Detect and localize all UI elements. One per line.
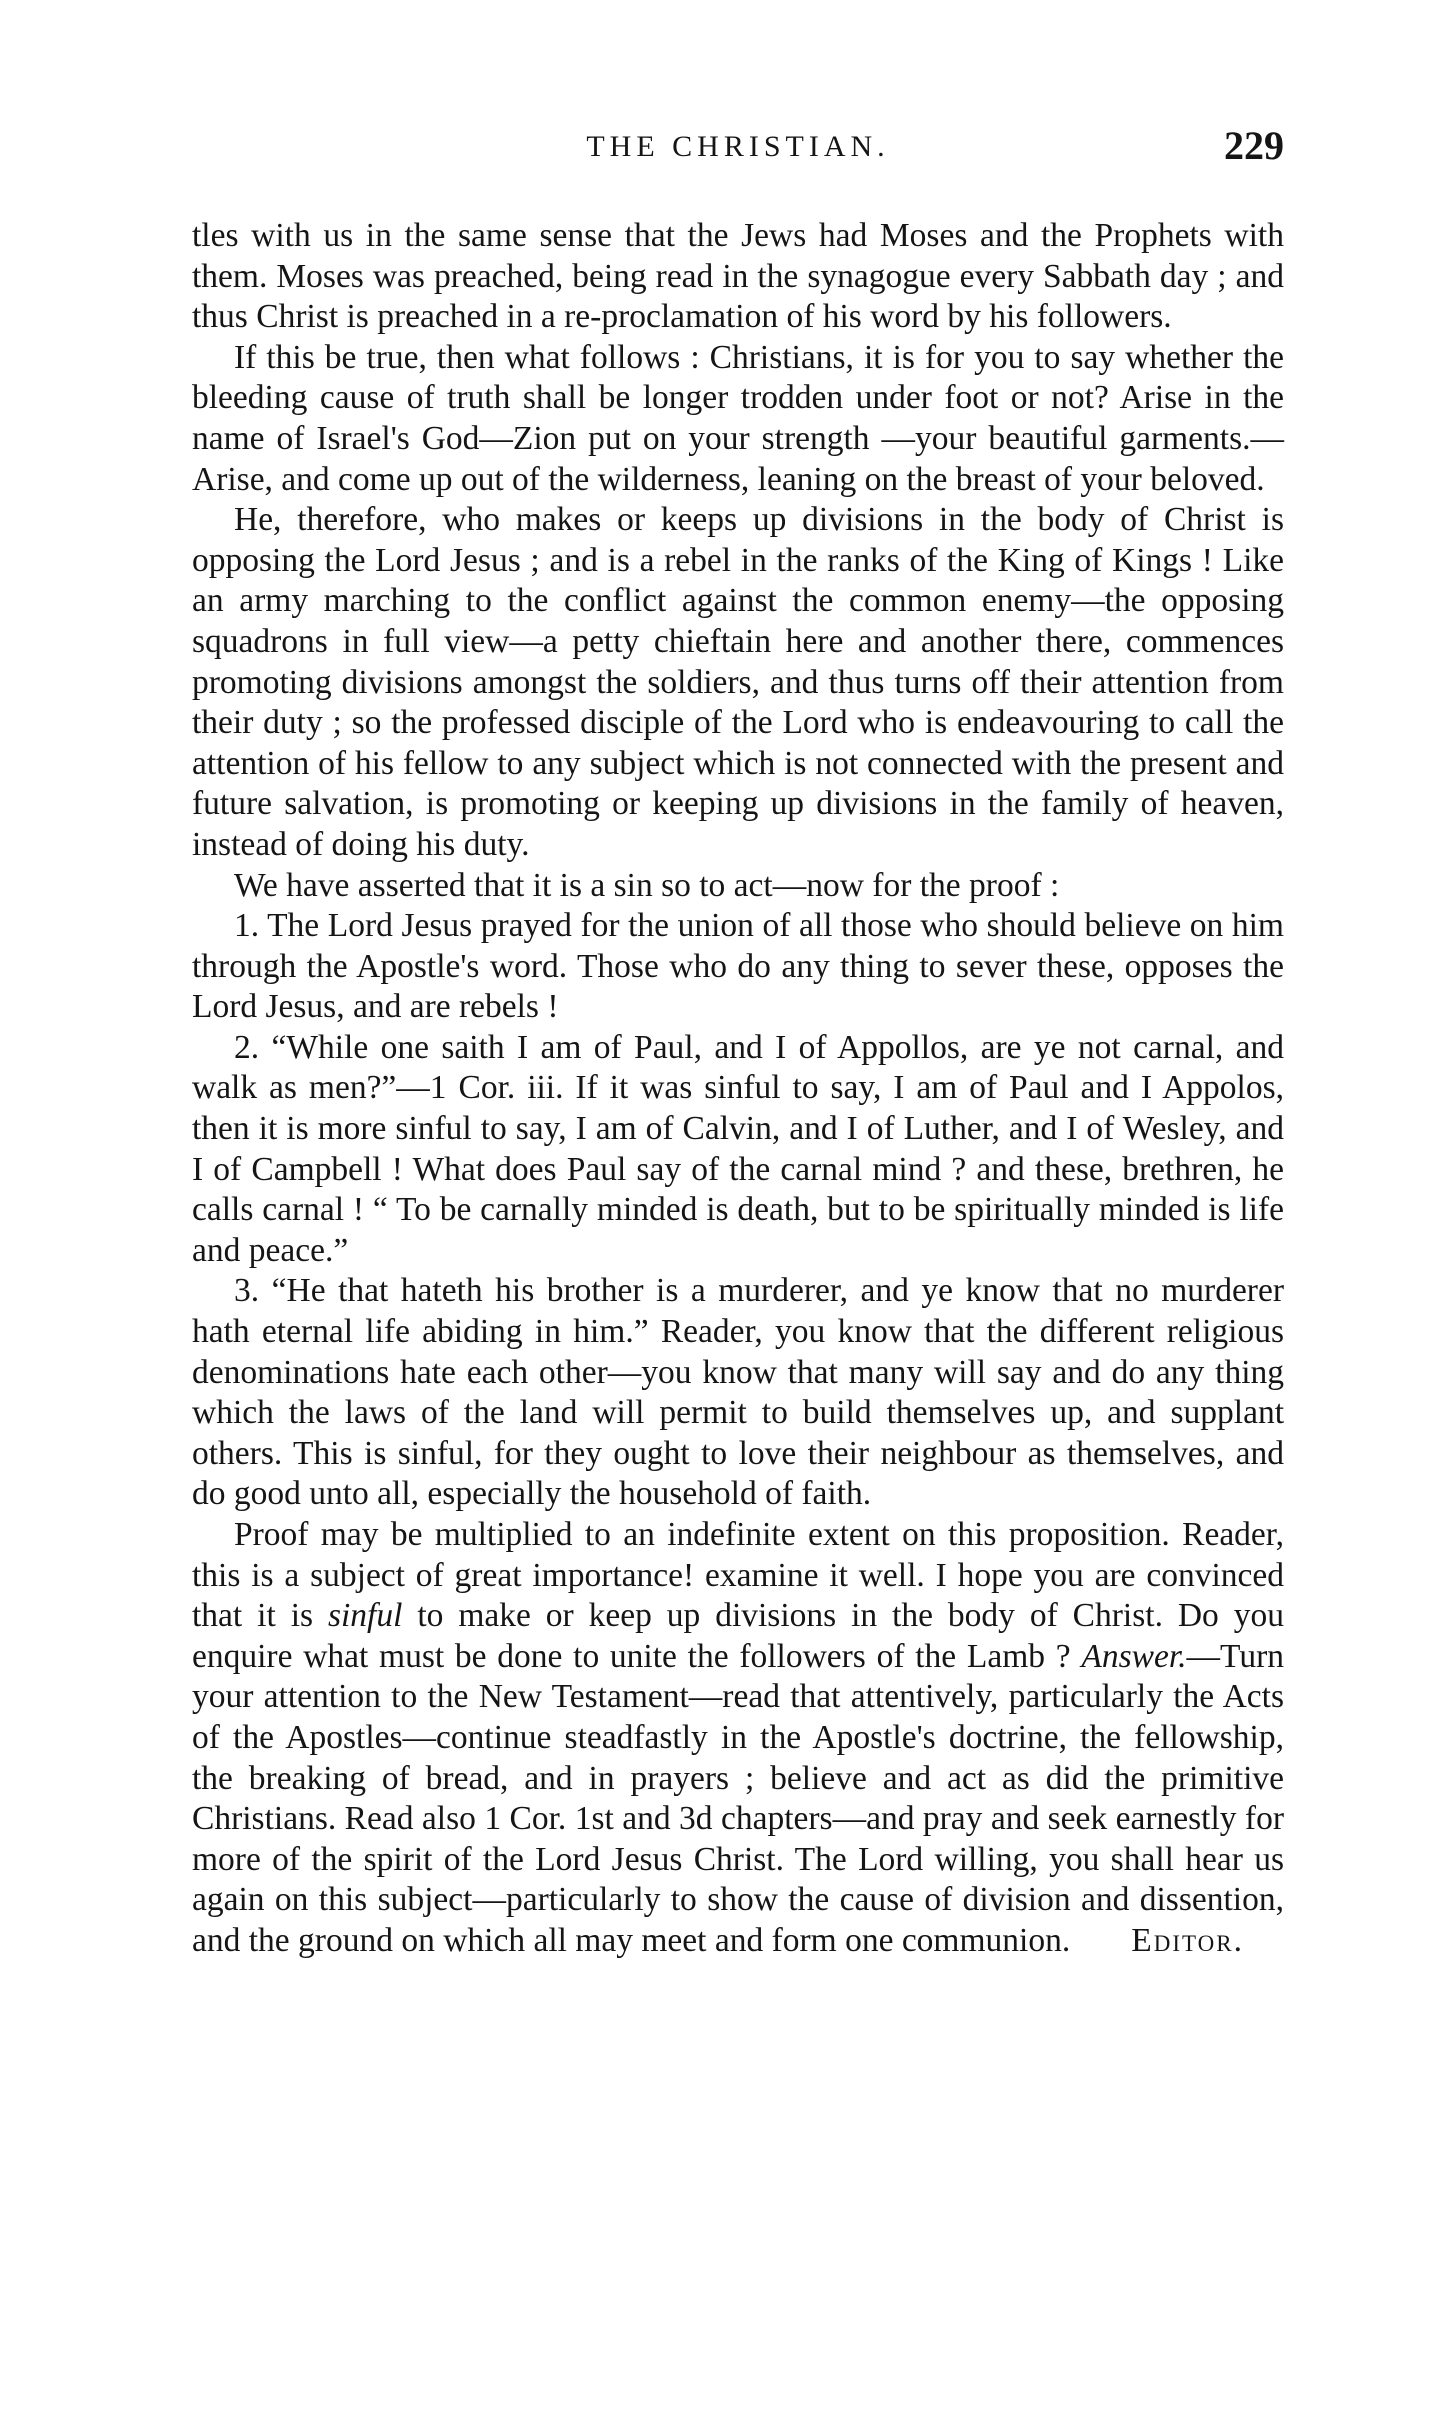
paragraph: We have asserted that it is a sin so to act—now for the proof : [234,866,1060,904]
numbered-point-3: 3. “He that hateth his brother is a murderer, and ye know that no murderer hath eternal life abiding in him.” Reader, you know that the different religious denominations hate each other—you know that many will say and do any thing which the laws of the land will permit to build themselves up, and supplant others. This is sinful, for they ought to love their neighbour as themselves, and do good unto all, especially the household of faith. [192,1272,1284,1513]
closing-paragraph [192,1515,1284,1962]
running-title: THE CHRISTIAN. [586,130,890,163]
numbered-point-1: 1. The Lord Jesus prayed for the union of all those who should believe on him through the Apostle's word. Those who do any thing to sever these, opposes the Lord Jesus, and are rebels ! [192,907,1284,1026]
page-number: 229 [1224,123,1284,168]
emphasis-answer: Answer. [1081,1637,1187,1675]
paragraph: If this be true, then what follows : Christians, it is for you to say whether the bleeding cause of truth shall be longer trodden under foot or not? Arise in the name of Israel's God—Zion put on your strength —your beautiful garments.—Arise, and come up out of the wilderness, leaning on the breast of your beloved. [192,338,1284,498]
editor-signature: Editor. [1131,1921,1244,1959]
paragraph-continued: tles with us in the same sense that the Jews had Moses and the Prophets with them. Moses was preached, being read in the synagogue every Sabbath day ; and thus Christ is preached in a re-proclamation of his word by his followers. [192,217,1284,336]
emphasis-sinful: sinful [327,1597,403,1635]
numbered-point-2: 2. “While one saith I am of Paul, and I of Appollos, are ye not carnal, and walk as men?”—1 Cor. iii. If it was sinful to say, I am of Paul and I Appolos, then it is more sinful to say, I am of Calvin, and I of Luther, and I of Wesley, and I of Campbell ! What does Paul say of the carnal mind ? and these, brethren, he calls carnal ! “ To be carnally minded is death, but to be spiritually minded is life and peace.” [192,1028,1284,1269]
closing-text-part: to make or keep up divisions in the body of Christ. Do you enquire what must be done to unite the followers of the Lamb ? [192,1597,1284,1675]
closing-text-part: Proof may be multiplied to an indefinite extent on this proposition. Reader, this is a subject of great importance! examine it well. I hope you are convinced that it is [192,1516,1284,1635]
closing-text-part: —Turn your attention to the New Testament—read that attentively, particularly the Acts of the Apostles—continue steadfastly in the Apostle's doctrine, the fellowship, the breaking of bread, and in prayers ; believe and act as did the primitive Christians. Read also 1 Cor. 1st and 3d chapters—and pray and seek earnestly for more of the spirit of the Lord Jesus Christ. The Lord willing, you shall hear us again on this subject—particularly to show the cause of division and dissention, and the ground on which all may meet and form one communion. [192,1637,1284,1959]
body-text [192,216,1284,1962]
paragraph: He, therefore, who makes or keeps up divisions in the body of Christ is opposing the Lord Jesus ; and is a rebel in the ranks of the King of Kings ! Like an army marching to the conflict against the common enemy—the opposing squadrons in full view—a petty chieftain here and another there, commences promoting divisions amongst the soldiers, and thus turns off their attention from their duty ; so the professed disciple of the Lord who is endeavouring to call the attention of his fellow to any subject which is not connected with the present and future salvation, is promoting or keeping up divisions in the family of heaven, instead of doing his duty. [192,501,1284,863]
page [192,123,1284,1962]
running-head [192,123,1284,190]
